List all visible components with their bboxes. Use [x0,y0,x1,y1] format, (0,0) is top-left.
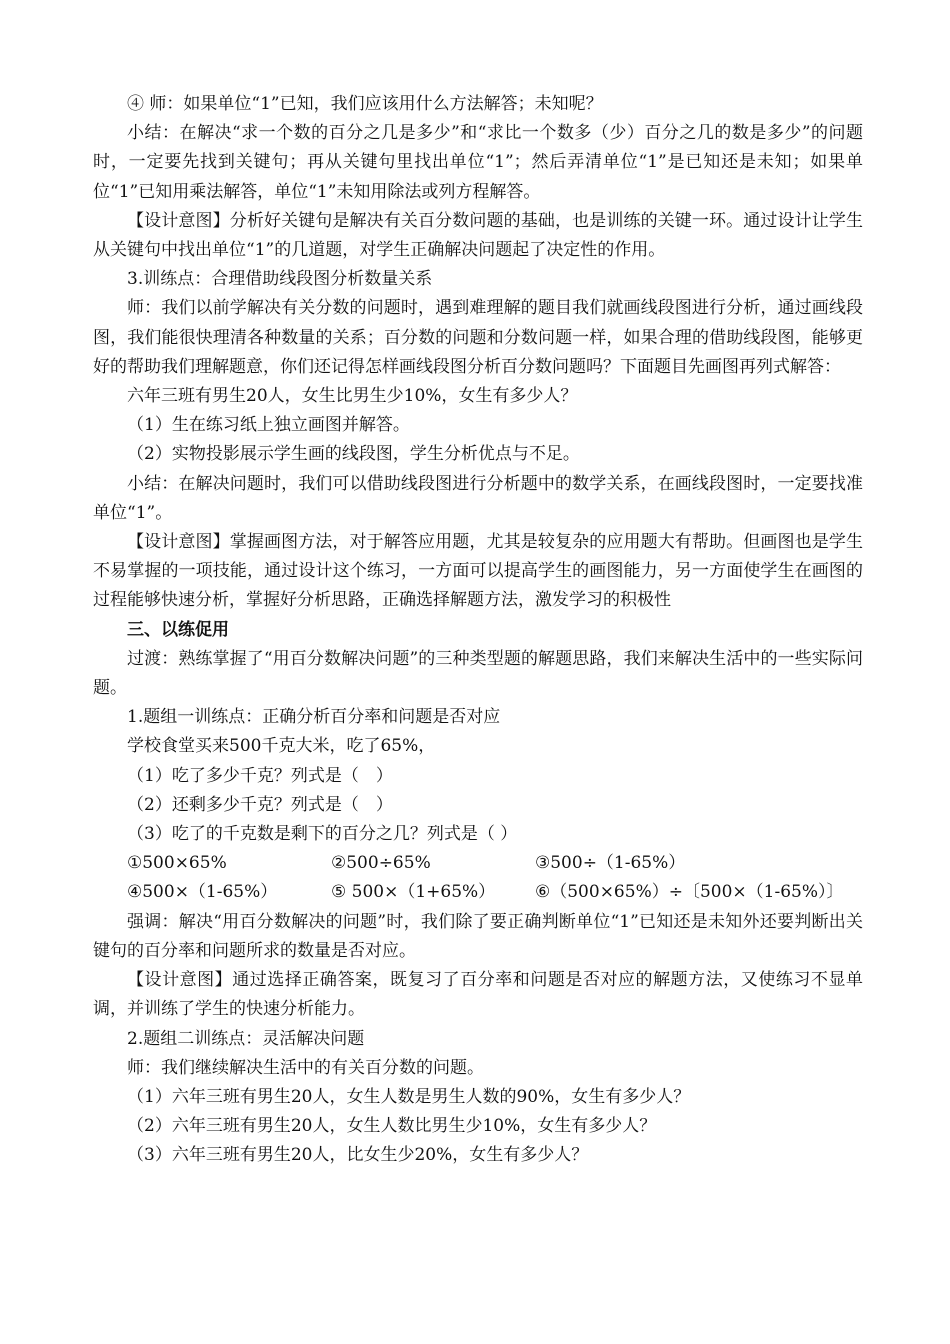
group-1-question-1: （1）吃了多少千克？列式是（ ） [127,765,393,786]
option-2: ②500÷65% [331,853,431,874]
group-2-question-1: （1）六年三班有男生20人，女生人数是男生人数的90%，女生有多少人？ [127,1086,691,1107]
option-5: ⑤ 500×（1+65%） [331,882,496,903]
option-6: ⑥（500×65%）÷〔500×（1-65%）〕 [535,882,844,903]
group-1-heading: 1.题组一训练点：正确分析百分率和问题是否对应 [127,707,501,728]
step-1: （1）生在练习纸上独立画图并解答。 [127,415,410,436]
group-2-heading: 2.题组二训练点：灵活解决问题 [127,1028,365,1049]
emphasis-paragraph: 强调：解决“用百分数解决的问题”时，我们除了要正确判断单位“1”已知还是未知外还要判断出关键句的百分率和问题所求的数量是否对应。 [93,911,863,961]
summary-paragraph: 小结：在解决“求一个数的百分之几是多少”和“求比一个数多（少）百分之几的数是多少”的问题时，一定要先找到关键句；再从关键句里找出单位“1”；然后弄清单位“1”是已知还是未知；如果单位“1”已知用乘法解答，单位“1”未知用除法或列方程解答。 [93,123,863,202]
option-4: ④500×（1-65%） [127,882,278,903]
teacher-question: ④ 师：如果单位“1”已知，我们应该用什么方法解答；未知呢？ [127,94,603,114]
training-point-heading: 3.训练点：合理借助线段图分析数量关系 [127,269,433,290]
design-intent-paragraph-3: 【设计意图】通过选择正确答案，既复习了百分率和问题是否对应的解题方法，又使练习不显单调，并训练了学生的快速分析能力。 [93,970,863,1020]
group-2-question-3: （3）六年三班有男生20人，比女生少20%，女生有多少人？ [127,1145,589,1166]
group-2-intro: 师：我们继续解决生活中的有关百分数的问题。 [127,1057,484,1078]
group-1-question-3: （3）吃了的千克数是剩下的百分之几？列式是（ ） [127,824,518,845]
options-row-2 [93,878,863,907]
document-page [93,90,863,1171]
group-2-question-2: （2）六年三班有男生20人，女生人数比男生少10%，女生有多少人？ [127,1116,657,1137]
option-3: ③500÷（1-65%） [535,853,686,874]
teacher-paragraph: 师：我们以前学解决有关分数的问题时，遇到难理解的题目我们就画线段图进行分析，通过画线段图，我们能很快理清各种数量的关系；百分数的问题和分数问题一样，如果合理的借助线段图，能够更好的帮助我们理解题意，你们还记得怎样画线段图分析百分数问题吗？下面题目先画图再列式解答： [93,298,863,377]
step-2: （2）实物投影展示学生画的线段图，学生分析优点与不足。 [127,444,580,465]
group-1-problem: 学校食堂买来500千克大米，吃了65%， [127,736,436,757]
transition-paragraph: 过渡：熟练掌握了“用百分数解决问题”的三种类型题的解题思路，我们来解决生活中的一些实际问题。 [93,648,863,699]
section-heading: 三、以练促用 [127,619,229,640]
design-intent-paragraph: 【设计意图】分析好关键句是解决有关百分数问题的基础，也是训练的关键一环。通过设计让学生从关键句中找出单位“1”的几道题，对学生正确解决问题起了决定性的作用。 [93,210,863,261]
problem-text: 六年三班有男生20人，女生比男生少10%，女生有多少人？ [127,386,578,407]
summary-paragraph-2: 小结：在解决问题时，我们可以借助线段图进行分析题中的数学关系，在画线段图时，一定要找准单位“1”。 [93,473,863,523]
design-intent-paragraph-2: 【设计意图】掌握画图方法，对于解答应用题，尤其是较复杂的应用题大有帮助。但画图也是学生不易掌握的一项技能，通过设计这个练习，一方面可以提高学生的画图能力，另一方面使学生在画图的过程能够快速分析，掌握好分析思路，正确选择解题方法，激发学习的积极性 [93,532,863,611]
options-row-1 [93,849,863,878]
option-1: ①500×65% [127,853,227,874]
group-1-question-2: （2）还剩多少千克？列式是（ ） [127,794,393,815]
